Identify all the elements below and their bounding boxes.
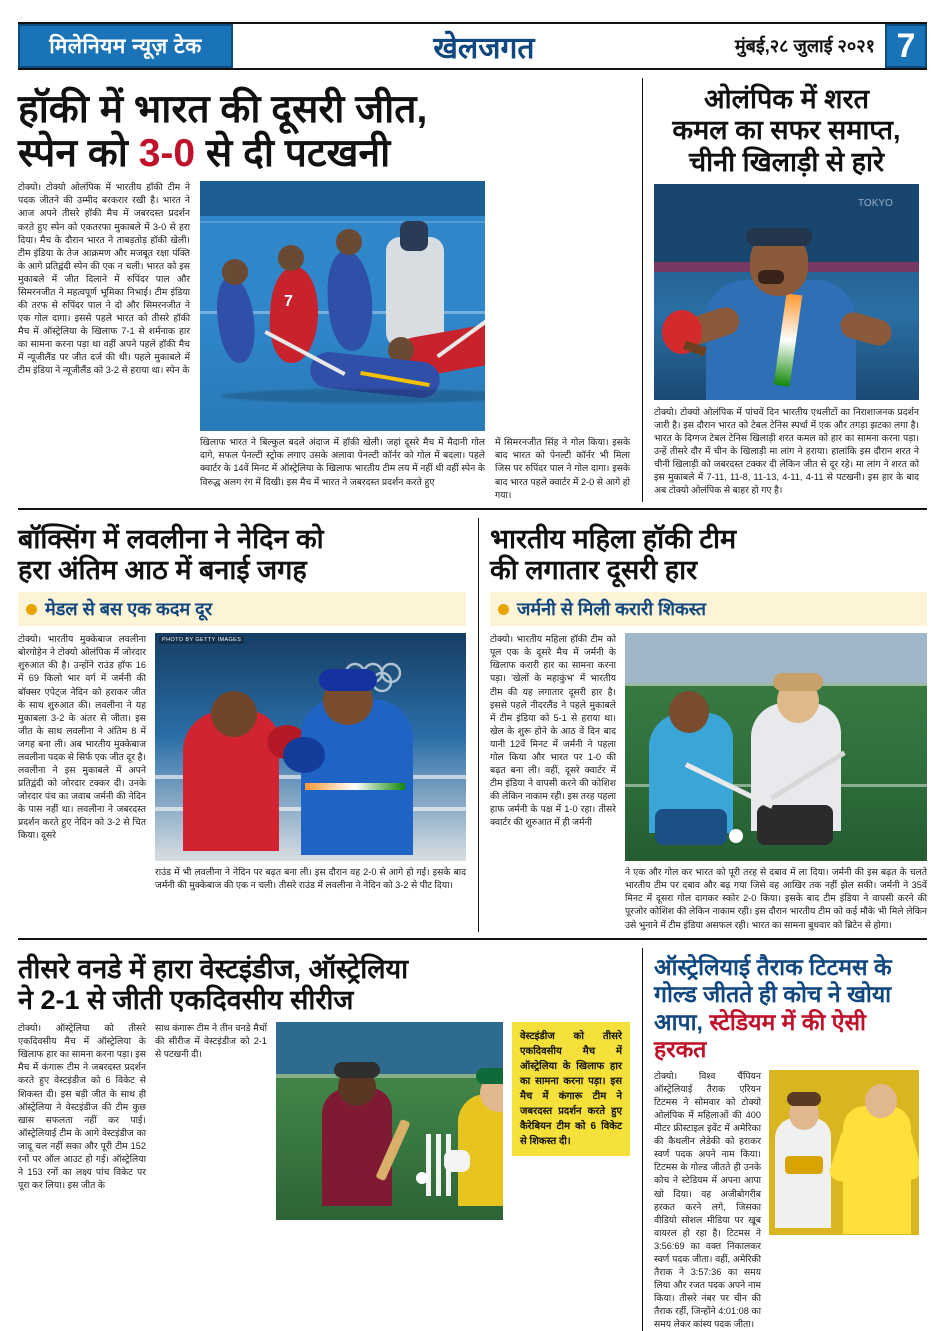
page-number: 7 — [885, 24, 927, 68]
women-hockey-headline — [490, 524, 927, 587]
boxing-photo-credit: PHOTO BY GETTY IMAGES — [159, 636, 244, 644]
dateline: मुंबई,२८ जुलाई २०२१ — [734, 36, 875, 56]
cricket-story — [18, 948, 630, 1331]
mid-section — [18, 518, 927, 932]
women-hockey-story — [478, 518, 927, 932]
swimmer-story — [642, 948, 919, 1331]
swimmer-photo — [769, 1070, 919, 1235]
cricket-col-2: साथ कंगारू टीम ने तीन वनडे मैचों की सीरीज में वेस्टइंडीज को 2-1 से पटखनी दी। — [155, 1023, 267, 1060]
divider-1 — [18, 508, 927, 510]
swimmer-headline — [654, 954, 919, 1064]
boxing-photo — [155, 633, 466, 861]
swimmer-headline-line3-pre: आपा, — [654, 1008, 710, 1035]
boxing-story — [18, 518, 466, 932]
women-hockey-subhead-bar — [490, 592, 927, 626]
boxing-headline-line1: बॉक्सिंग में लवलीना ने नेदिन को — [18, 523, 324, 554]
swimmer-headline-line3-red: स्टेडियम में की ऐसी हरकत — [654, 1008, 866, 1063]
sharath-headline-line3: चीनी खिलाड़ी से हारे — [688, 146, 885, 177]
boxing-headline-line2: हरा अंतिम आठ में बनाई जगह — [18, 554, 307, 585]
swimmer-body: टोक्यो। विश्व चैंपियन ऑस्ट्रेलियाई तैराक एरियन टिटमस ने सोमवार को टोक्यो ओलंपिक में महिलाओं की 400 मीटर फ्रीस्टाइल इवेंट में अमेरिका की कैथलीन लेडेकी को हराकर स्वर्ण पदक अपने नाम किया। टिटमस के गोल्ड जीतते ही उनके कोच ने स्टेडियम में अपना आपा खो दिया। वह अजीबोगरीब हरकत करने लगे, जिसका वीडियो सोशल मीडिया पर खूब वायरल हो रहा है। टिटमस ने 3:56:69 का वक्त निकालकर स्वर्ण पदक जीता। वहीं, अमेरिकी तैराक ने 3:57:36 का समय लिया और रजत पदक अपने नाम किया। तीसरे नंबर पर चीन की तैराक रहीं, जिन्होंने 4:01:08 का समय लेकर कांस्य पदक जीता। — [654, 1070, 761, 1330]
sharath-headline-line2: कमल का सफर समाप्त, — [672, 115, 901, 146]
cricket-col-1: टोक्यो। ऑस्ट्रेलिया को तीसरे एकदिवसीय मैच में ऑस्ट्रेलिया के खिलाफ हार का सामना करना पड़ा। इस मैच में कंगारू टीम ने जबरदस्त प्रदर्शन करते हुए वेस्टइंडीज को 6 विकेट से शिकस्त दी। इस बड़ी जीत के साथ ही ऑस्ट्रेलिया ने वेस्टइंडीज की टीम कुछ खास सफलता नहीं कर पाई। ऑस्ट्रेलियाई टीम के आगे वेस्टइंडीज का जादू चल नहीं सका और पूरी टीम 152 रनों पर ऑल आउट हो गई। ऑस्ट्रेलिया ने 153 रनों का लक्ष्य पांच विकेट पर पूरा कर लिया। इस जीत के — [18, 1023, 146, 1190]
sharath-story — [642, 78, 919, 502]
lead-col-1: टोक्यो। टोक्यो ओलंपिक में भारतीय हॉकी टीम ने पदक जीतने की उम्मीद बरकरार रखी है। भारत ने आज अपने तीसरे हॉकी मैच में जबरदस्त प्रदर्शन करते हुए स्पेन को एकतरफा मुकाबले में 3-0 से हरा दिया। मैच के दौरान भारत ने ताबड़तोड़ हॉकी खेली। टीम इंडिया के तेज आक्रमण और मजबूत रक्षा पंक्ति के आगे प्रतिद्वंदी स्पेन की एक न चली। भारत को इस मुकाबले में जीत दिलाने में रुपिंदर पाल और सिमरनजीत ने महत्वपूर्ण भूमिका निभाई। टीम इंडिया की तरफ से रुपिंदर पाल ने दो और सिमरनजीत ने एक गोल दागा। इससे पहले भारत को तीसरे हॉकी मैच में ऑस्ट्रेलिया के खिलाफ 7-1 से शर्मनाक हार का सामना करना पड़ा था वहीं अपने पहले हॉकी मैच में न्यूजीलैंड पर जीत दर्ज की थी। पहले मुकाबले में टीम इंडिया ने न्यूजीलैंड को 3-2 से हराया था। स्पेन के — [18, 182, 190, 376]
lead-headline-line2-post: से दी पटखनी — [205, 131, 391, 175]
cricket-highlight-box: वेस्टइंडीज को तीसरे एकदिवसीय मैच में ऑस्ट्रेलिया के खिलाफ हार का सामना करना पड़ा। इस मैच में कंगारू टीम ने जबरदस्त प्रदर्शन करते हुए कैरेबियन टीम को 6 विकेट से शिकस्त दी। — [512, 1022, 630, 1156]
lead-col-2: खिलाफ भारत ने बिल्कुल बदले अंदाज में हॉकी खेली। जहां दूसरे मैच में मैदानी गोल दागे, सफल पेनल्टी स्ट्रोक लगाए उसके अलावा पेनल्टी कॉर्नर को गोल में बदला। पहले क्वार्टर के 14वें मिनट में ऑस्ट्रेलिया के खिलाफ भारतीय टीम लय में नहीं थी वहीं स्पेन के विरुद्ध अलग रंग में दिखी। इस मैच में भारत ने जबरदस्त प्रदर्शन करते हुए — [200, 437, 485, 487]
women-hockey-photo — [625, 633, 927, 861]
boxing-subhead: मेडल से बस एक कदम दूर — [45, 599, 213, 620]
table-tennis-photo: TOKYO — [654, 184, 919, 400]
section-title: खेलजगत — [433, 31, 535, 65]
divider-2 — [18, 938, 927, 940]
lead-headline-score: 3-0 — [138, 131, 206, 175]
masthead — [18, 22, 927, 70]
swimmer-headline-line1: ऑस्ट्रेलियाई तैराक टिटमस के — [654, 953, 892, 980]
lead-story — [18, 78, 630, 502]
cricket-headline — [18, 954, 630, 1017]
women-hockey-col-2: ने एक और गोल कर भारत को पूरी तरह से दबाव में ला दिया। जर्मनी की इस बढ़त के चलते भारतीय टीम पर दबाव और बढ़ गया जिसे वह आखिर तक नहीं झेल सकी। जर्मनी ने 35वें मिनट में दूसरा गोल दागकर स्कोर 2-0 किया। इसके बाद टीम इंडिया ने वापसी करने की पूरजोर कोशिश की लेकिन नाकाम रही। इस दौरान भारतीय टीम को कई मौके भी मिले लेकिन उसे भुनाने में टीम इंडिया असफल रही। भारत का सामना बुधवार को ब्रिटेन से होगा। — [624, 867, 927, 930]
women-hockey-col-1: टोक्यो। भारतीय महिला हॉकी टीम को पूल एक के दूसरे मैच में जर्मनी के खिलाफ करारी हार का सामना करना पड़ा। 'खेलों के महाकुंभ' में भारतीय टीम की यह लगातार दूसरी हार है। इससे पहले नीदरलैंड ने पहले मुकाबले में टीम इंडिया को 5-1 से हराया था। खेल के शुरू होने के आठ वें दिन बाद यानी 12वें मिनट में जर्मनी ने पहला गोल किया और भारत पर 1-0 की बढ़त बना ली। वहीं, दूसरे क्वार्टर में टीम इंडिया ने वापसी करने की कोशिश की लेकिन नाकाम रही। इस तरह पहला हाफ जर्मनी के पक्ष में 1-0 रहा। तीसरे क्वार्टर की शुरुआत में ही जर्मनी — [489, 634, 616, 828]
sharath-headline-line1: ओलंपिक में शरत — [704, 84, 869, 114]
boxing-col-1: टोक्यो। भारतीय मुक्केबाज लवलीना बोरगोहेन ने टोक्यो ओलंपिक में जोरदार शुरुआत की है। उन्होंने राउंड हॉफ 16 में 69 किलो भार वर्ग में जर्मनी की बॉक्सर एपेट्ज नेदिन को हराकर जीत के साथ शुरुआत की। लवलीना ने यह मुकाबला 3-2 के अंतर से जीता। इस जीत के साथ लवलीना ने अंतिम 8 में जगह बना ली। अब भारतीय मुक्केबाज लवलीना पदक से सिर्फ एक जीत दूर है। लवलीना ने इस मुकाबले में अपने प्रतिद्वंदी को जोरदार टक्कर दी। उनके जोरदार पंच का जवाब जर्मनी की नेदिन के पास नहीं था। लवलीना ने जबरदस्त प्रदर्शन करते हुए नेदिन को 3-2 से चित किया। दूसरे — [18, 634, 146, 841]
lead-headline — [18, 88, 630, 175]
bullet-dot-icon — [498, 604, 509, 615]
sharath-body: टोक्यो। टोक्यो ओलंपिक में पांचवें दिन भारतीय एथलीटों का निराशाजनक प्रदर्शन जारी है। इस दौरान भारत को टेबल टेनिस स्पर्धा में एक और तगड़ा झटका लगा है। भारत के दिग्गज टेबल टेनिस खिलाड़ी शरत कमल को हार का सामना करना पड़ा। उन्हें तीसरे दौर में चीन के खिलाड़ी मा लांग ने हराया। हालांकि इस दौरान शरत ने चीनी खिलाड़ी को जबरदस्त टक्कर दी लेकिन जीत से दूर रहे। मा लांग ने शरत को इस मुकाबले में 7-11, 11-8, 11-13, 4-11, 4-11 से पटखनी। इस हार के बाद अब टोक्यो ओलंपिक से बाहर हो गए है। — [654, 406, 919, 496]
lead-headline-line2-pre: स्पेन को — [18, 131, 139, 175]
women-hockey-headline-line2: की लगातार दूसरी हार — [489, 554, 698, 585]
bullet-dot-icon — [26, 604, 37, 615]
publication-logo: मिलेनियम न्यूज़ टेक — [18, 24, 233, 68]
cricket-headline-line2: ने 2-1 से जीती एकदिवसीय सीरीज — [18, 984, 354, 1015]
top-section — [18, 78, 927, 502]
swimmer-headline-line2: गोल्ड जीतते ही कोच ने खोया — [654, 981, 892, 1008]
hockey-match-photo: 7 — [200, 181, 485, 431]
boxing-col-2: राउंड में भी लवलीना ने नेदिन पर बढ़त बना ली। इस दौरान वह 2-0 से आगे हो गई। इसके बाद जर्मनी की मुक्केबाज की एक न चली। तीसरे राउंड में लवलीना ने नेदिन को 3-2 से पीट दिया। — [155, 867, 466, 891]
cricket-photo — [276, 1022, 503, 1220]
boxing-subhead-bar — [18, 592, 466, 626]
boxing-headline — [18, 524, 466, 587]
lead-headline-line1: हॉकी में भारत की दूसरी जीत, — [18, 88, 428, 131]
women-hockey-subhead: जर्मनी से मिली करारी शिकस्त — [516, 599, 707, 620]
sharath-headline — [654, 84, 919, 178]
bottom-section — [18, 948, 927, 1331]
cricket-headline-line1: तीसरे वनडे में हारा वेस्टइंडीज, ऑस्ट्रेलिया — [18, 953, 409, 984]
lead-col-3: में सिमरनजीत सिंह ने गोल किया। इसके बाद भारत को पेनल्टी कॉर्नर भी मिला जिस पर रुपिंदर पाल ने गोल दागा। इसके बाद भारत पहले क्वार्टर में 2-0 से आगे हो गया। — [495, 437, 630, 500]
women-hockey-headline-line1: भारतीय महिला हॉकी टीम — [489, 523, 737, 554]
